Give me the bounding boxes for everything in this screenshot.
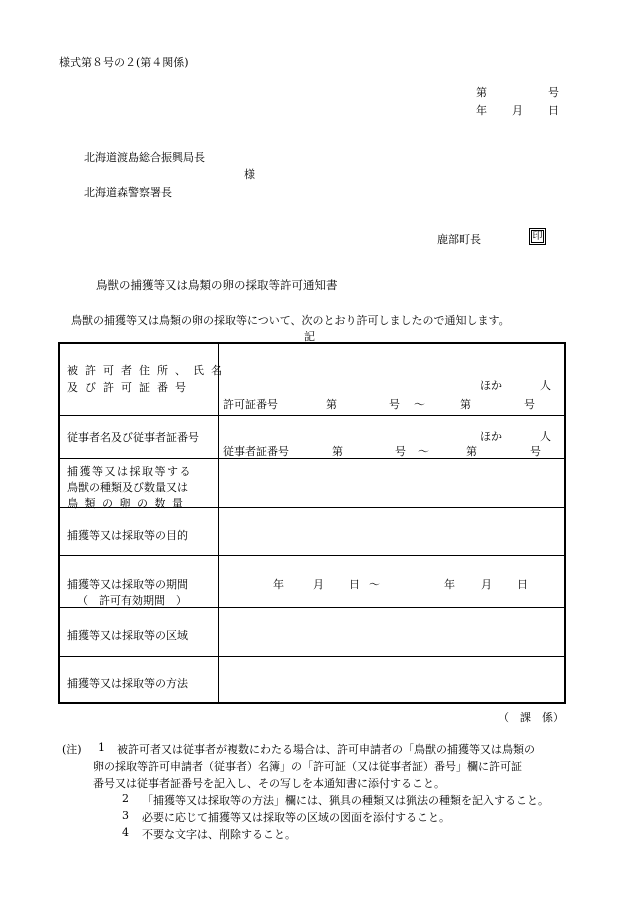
date-day: 日 [548,104,559,117]
row2-go-2: 号 [530,445,541,458]
row2-dai-1: 第 [332,445,343,458]
document-title: 鳥獣の捕獲等又は鳥類の卵の採取等許可通知書 [96,278,338,292]
row-divider [60,555,564,556]
row1-label-a: 被許可者住所、氏名 [67,364,229,377]
intro-text: 鳥獣の捕獲等又は鳥類の卵の採取等について、次のとおり許可しましたので通知します。 [71,314,510,327]
row1-permit-label: 許可証番号 [223,398,278,411]
row1-dai-2: 第 [460,398,471,411]
row7-label: 捕獲等又は採取等の方法 [67,677,188,690]
row2-tilde: ～ [418,445,429,458]
honorific: 様 [244,168,255,181]
note-2: 「捕獲等又は採取等の方法」欄には、猟具の種類又は猟法の種類を記入すること。 [142,794,549,807]
doc-number-dai: 第 [476,86,487,99]
row2-label: 従事者名及び従事者証番号 [67,431,199,444]
form-id: 様式第８号の２(第４関係) [59,56,189,69]
row1-dai-1: 第 [326,398,337,411]
row5-day-2: 日 [517,578,528,591]
note-1-line-a: 被許可者又は従事者が複数にわたる場合は、許可申請者の「鳥獣の捕獲等又は鳥類の [117,743,535,756]
row1-go-1: 号 [389,398,400,411]
note-4-number: 4 [122,826,129,839]
row5-year-2: 年 [444,578,455,591]
note-1-line-c: 番号又は従事者証番号を記入し、その写しを本通知書に添付すること。 [93,777,445,790]
row1-tilde: ～ [414,398,425,411]
row2-nin: 人 [540,430,551,443]
seal-mark: 印 [529,228,546,245]
note-2-number: 2 [122,792,129,805]
row5-day-1: 日 [349,578,360,591]
row5-year-1: 年 [273,578,284,591]
addressee-1: 北海道渡島総合振興局長 [84,151,205,164]
permit-table [58,342,566,704]
row2-go-1: 号 [395,445,406,458]
row5-label-b: （ 許可有効期間 ） [77,594,187,607]
row5-label-a: 捕獲等又は採取等の期間 [67,578,188,591]
row1-label-b: 及び許可証番号 [67,381,193,394]
note-1-line-b: 卵の採取等許可申請者（従事者）名簿」の「許可証（又は従事者証）番号」欄に許可証 [93,760,522,773]
row-divider [60,656,564,657]
row3-label-c: 鳥類の卵の数量 [67,497,190,510]
note-3-number: 3 [122,809,129,822]
date-year: 年 [476,104,487,117]
addressee-2: 北海道森警察署長 [84,186,172,199]
section-label: （ 課 係） [498,711,564,724]
date-month: 月 [512,104,523,117]
row2-hoka: ほか [480,430,502,443]
row5-month-1: 月 [313,578,324,591]
row5-tilde: ～ [369,578,380,591]
column-divider [218,344,219,702]
doc-number-go: 号 [548,86,559,99]
row1-go-2: 号 [524,398,535,411]
row3-label-a: 捕獲等又は採取等する [67,465,192,478]
notes-lead: (注) [62,743,82,756]
row5-month-2: 月 [481,578,492,591]
issuer-name: 鹿部町長 [437,233,481,246]
row1-hoka: ほか [480,379,502,392]
note-4: 不要な文字は、削除すること。 [142,828,296,841]
row4-label: 捕獲等又は採取等の目的 [67,529,188,542]
note-3: 必要に応じて捕獲等又は採取等の区域の図面を添付すること。 [142,811,450,824]
row2-dai-2: 第 [466,445,477,458]
ki-mark: 記 [304,330,315,343]
row2-jujisha-label: 従事者証番号 [223,445,289,458]
row-divider [60,415,564,416]
row6-label: 捕獲等又は採取等の区域 [67,629,188,642]
row3-label-b: 鳥獣の種類及び数量又は [67,481,188,494]
note-1-number: 1 [98,741,105,754]
row1-nin: 人 [540,379,551,392]
row-divider [60,458,564,459]
